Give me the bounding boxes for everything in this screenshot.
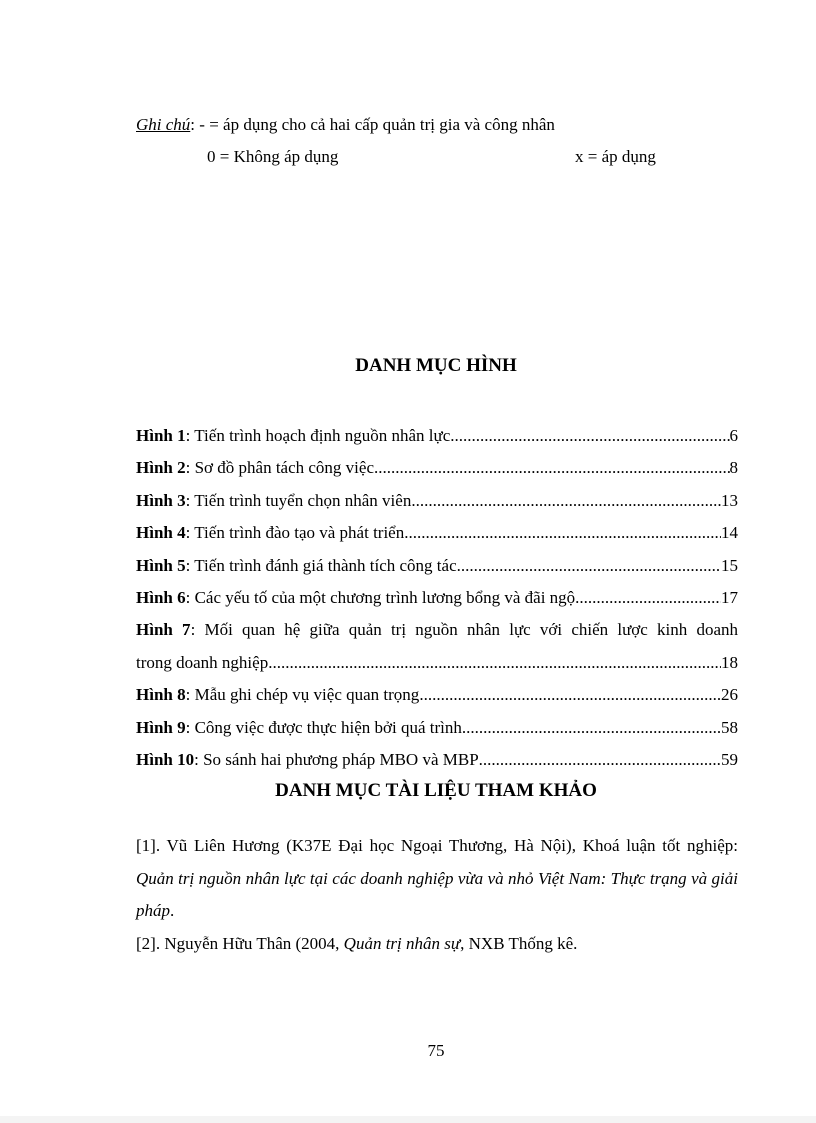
reference-item-1 bbox=[136, 830, 738, 928]
figure-page: 6 bbox=[729, 426, 738, 445]
figure-title: : Mẫu ghi chép vụ việc quan trọng bbox=[185, 685, 420, 705]
figure-label: Hình 5 bbox=[136, 555, 186, 575]
figure-page: 26 bbox=[721, 685, 738, 705]
figure-entry-9[interactable] bbox=[136, 716, 738, 748]
references-heading: DANH MỤC TÀI LIỆU THAM KHẢO bbox=[275, 780, 597, 801]
figure-title: : Tiến trình tuyển chọn nhân viên bbox=[185, 490, 412, 510]
figure-entry-1[interactable] bbox=[136, 424, 738, 456]
figure-label: Hình 10 bbox=[136, 749, 195, 769]
figure-label: Hình 4 bbox=[136, 523, 186, 543]
leader-dots bbox=[450, 424, 729, 448]
leader-dots bbox=[462, 716, 721, 740]
figure-label: Hình 2 bbox=[136, 458, 186, 478]
figure-label: Hình 8 bbox=[136, 685, 186, 705]
leader-dots bbox=[457, 554, 721, 578]
figure-page: 13 bbox=[721, 490, 738, 510]
reference-tail: , NXB Thống kê. bbox=[460, 933, 578, 953]
figure-title: : So sánh hai phương pháp MBO và MBP bbox=[194, 749, 479, 769]
reference-title: Quản trị nhân sự bbox=[343, 933, 461, 953]
figure-page: 59 bbox=[721, 749, 738, 769]
figure-page: 17 bbox=[721, 587, 738, 607]
figure-title-continued: trong doanh nghiệp bbox=[136, 652, 269, 672]
references-list bbox=[136, 830, 738, 960]
reference-text: [2]. Nguyễn Hữu Thân (2004, bbox=[136, 933, 344, 953]
leader-dots bbox=[411, 489, 721, 513]
figure-title: : Các yếu tố của một chương trình lương bổng và đãi ngộ bbox=[185, 587, 576, 607]
legend-note-colon: : bbox=[190, 115, 196, 134]
page-number: 75 bbox=[427, 1041, 445, 1060]
figures-heading: DANH MỤC HÌNH bbox=[355, 355, 517, 376]
figure-entry-6[interactable] bbox=[136, 586, 738, 618]
figure-label: Hình 9 bbox=[136, 717, 186, 737]
figure-title: : Công việc được thực hiện bởi quá trình bbox=[185, 717, 462, 737]
reference-text: [1]. Vũ Liên Hương (K37E Đại học Ngoại Thương, Hà Nội), Khoá luận tốt nghiệp: bbox=[136, 836, 738, 855]
reference-item-2 bbox=[136, 928, 738, 961]
figure-entry-7-line1[interactable] bbox=[136, 618, 738, 650]
page-bottom-edge bbox=[0, 1116, 816, 1123]
figure-label: Hình 7 bbox=[136, 620, 191, 640]
figure-entry-10[interactable] bbox=[136, 748, 738, 780]
figure-entry-5[interactable] bbox=[136, 554, 738, 586]
leader-dots bbox=[575, 586, 721, 610]
figure-entry-7-line2[interactable] bbox=[136, 651, 738, 683]
leader-dots bbox=[404, 521, 721, 545]
figure-page: 58 bbox=[721, 717, 738, 737]
leader-dots bbox=[419, 683, 721, 707]
figure-title: : Mối quan hệ giữa quản trị nguồn nhân lực với chiến lược kinh doanh bbox=[190, 620, 738, 640]
leader-dots bbox=[268, 651, 721, 675]
figure-page: 15 bbox=[721, 555, 738, 575]
figure-label: Hình 3 bbox=[136, 490, 186, 510]
legend-applicable: x = áp dụng bbox=[575, 147, 656, 166]
legend-note-line1: - = áp dụng cho cả hai cấp quản trị gia và công nhân bbox=[195, 115, 555, 134]
leader-dots bbox=[479, 748, 721, 772]
figure-entry-4[interactable] bbox=[136, 521, 738, 553]
figures-list bbox=[136, 424, 738, 780]
figure-label: Hình 1 bbox=[136, 426, 186, 445]
reference-title: Quản trị nguồn nhân lực tại các doanh nghiệp vừa và nhỏ Việt Nam: Thực trạng và giải pháp bbox=[136, 868, 738, 920]
legend-note-label: Ghi chú bbox=[136, 115, 191, 134]
figure-label: Hình 6 bbox=[136, 587, 186, 607]
legend-not-applicable: 0 = Không áp dụng bbox=[207, 147, 339, 166]
figure-title: : Sơ đồ phân tách công việc bbox=[185, 458, 374, 478]
leader-dots bbox=[374, 456, 730, 480]
figure-title: : Tiến trình hoạch định nguồn nhân lực bbox=[185, 426, 451, 445]
figure-page: 8 bbox=[729, 458, 738, 478]
figure-page: 14 bbox=[721, 523, 738, 543]
figure-entry-8[interactable] bbox=[136, 683, 738, 715]
figure-entry-3[interactable] bbox=[136, 489, 738, 521]
figure-page: 18 bbox=[721, 652, 738, 672]
figure-title: : Tiến trình đánh giá thành tích công tác bbox=[185, 555, 457, 575]
figure-entry-2[interactable] bbox=[136, 456, 738, 488]
figure-title: : Tiến trình đào tạo và phát triển bbox=[185, 523, 405, 543]
reference-tail: . bbox=[170, 901, 175, 920]
legend-note bbox=[136, 114, 555, 136]
